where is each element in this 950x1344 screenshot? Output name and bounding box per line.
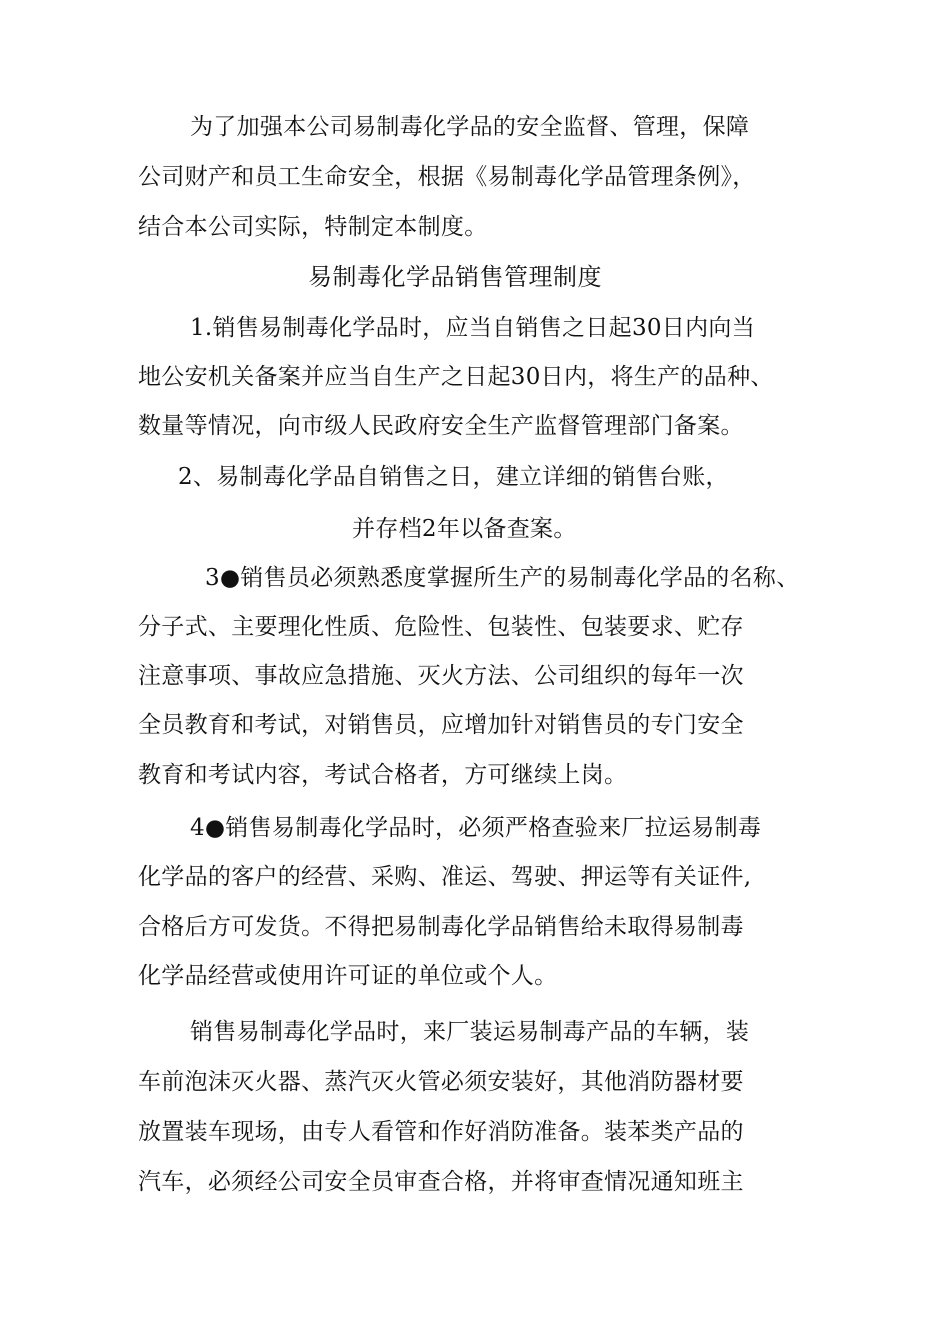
rule-1-line-2: 地公安机关备案并应当自生产之日起30日内，将生产的品种、: [138, 364, 774, 390]
rule-2-line-1: 2、易制毒化学品自销售之日，建立详细的销售台账，: [178, 464, 729, 490]
rule-1-line-3: 数量等情况，向市级人民政府安全生产监督管理部门备案。: [138, 413, 744, 439]
rule-5-line-2: 车前泡沫灭火器、蒸汽灭火管必须安装好，其他消防器材要: [138, 1069, 744, 1095]
rule-3-line-3: 注意事项、事故应急措施、灭火方法、公司组织的每年一次: [138, 663, 744, 689]
intro-paragraph-line-3: 结合本公司实际，特制定本制度。: [138, 214, 488, 240]
rule-3-line-4: 全员教育和考试，对销售员，应增加针对销售员的专门安全: [138, 712, 744, 738]
rule-3-line-2: 分子式、主要理化性质、危险性、包装性、包装要求、贮存: [138, 614, 744, 640]
intro-paragraph-line-2: 公司财产和员工生命安全，根据《易制毒化学品管理条例》，: [138, 164, 756, 190]
intro-paragraph-line-1: 为了加强本公司易制毒化学品的安全监督、管理，保障: [190, 114, 750, 140]
rule-3-line-5: 教育和考试内容，考试合格者，方可继续上岗。: [138, 762, 628, 788]
rule-4-line-1: 4●销售易制毒化学品时，必须严格查验来厂拉运易制毒: [190, 815, 762, 841]
rule-2-line-2: 并存档2年以备查案。: [352, 516, 577, 542]
rule-4-line-2: 化学品的客户的经营、采购、准运、驾驶、押运等有关证件,: [138, 864, 752, 890]
rule-4-line-4: 化学品经营或使用许可证的单位或个人。: [138, 963, 558, 989]
rule-5-line-4: 汽车，必须经公司安全员审查合格，并将审查情况通知班主: [138, 1169, 744, 1195]
rule-4-line-3: 合格后方可发货。不得把易制毒化学品销售给未取得易制毒: [138, 914, 744, 940]
rule-5-line-1: 销售易制毒化学品时，来厂装运易制毒产品的车辆，装: [190, 1019, 750, 1045]
rule-5-line-3: 放置装车现场，由专人看管和作好消防准备。装苯类产品的: [138, 1119, 744, 1145]
rule-1-line-1: 1.销售易制毒化学品时，应当自销售之日起30日内向当: [190, 315, 756, 341]
section-title: 易制毒化学品销售管理制度: [308, 263, 602, 291]
rule-3-line-1: 3●销售员必须熟悉度掌握所生产的易制毒化学品的名称、: [205, 565, 800, 591]
